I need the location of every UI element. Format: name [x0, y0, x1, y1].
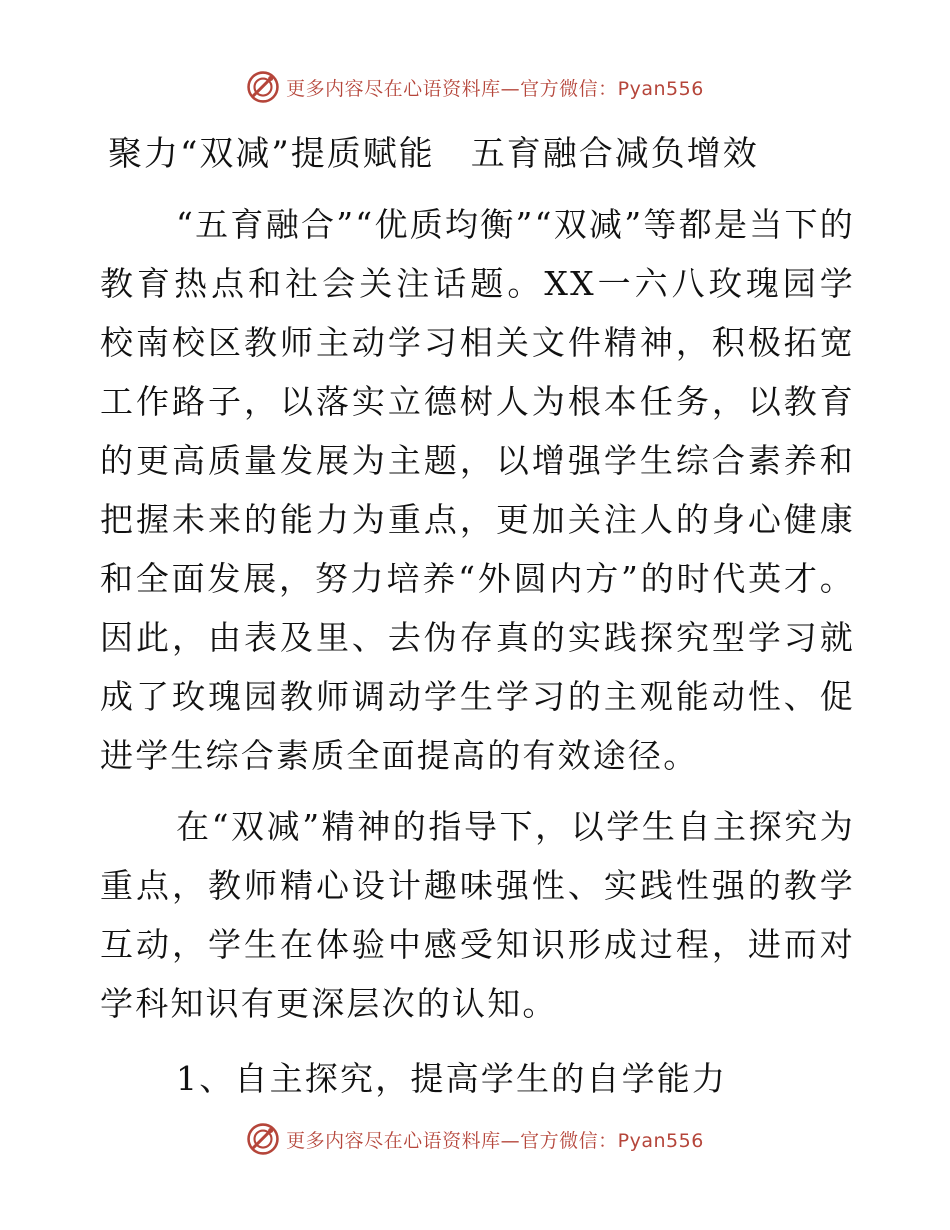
- section-heading: 1、自主探究，提高学生的自学能力: [176, 1059, 728, 1098]
- footer-banner: [0, 1122, 950, 1156]
- banner-text: 更多内容尽在心语资料库—官方微信：Pyan556: [286, 77, 704, 100]
- page-title: 聚力“双减”提质赋能 五育融合减负增效: [108, 134, 759, 174]
- seal-logo-icon: [246, 70, 280, 104]
- header-banner: [0, 70, 950, 104]
- document-body: [100, 195, 855, 1108]
- paragraph: 在“双减”精神的指导下，以学生自主探究为重点，教师精心设计趣味强性、实践性强的教学互动，学生在体验中感受知识形成过程，进而对学科知识有更深层次的认知。: [100, 807, 855, 1023]
- paragraph: “五育融合”“优质均衡”“双减”等都是当下的教育热点和社会关注话题。XX一六八玫瑰园学校南校区教师主动学习相关文件精神，积极拓宽工作路子，以落实立德树人为根本任务，以教育的更高质量发展为主题，以增强学生综合素养和把握未来的能力为重点，更加关注人的身心健康和全面发展，努力培养“外圆内方”的时代英才。因此，由表及里、去伪存真的实践探究型学习就成了玫瑰园教师调动学生学习的主观能动性、促进学生综合素质全面提高的有效途径。: [100, 205, 855, 775]
- banner-text: 更多内容尽在心语资料库—官方微信：Pyan556: [286, 1129, 704, 1152]
- seal-logo-icon: [246, 1122, 280, 1156]
